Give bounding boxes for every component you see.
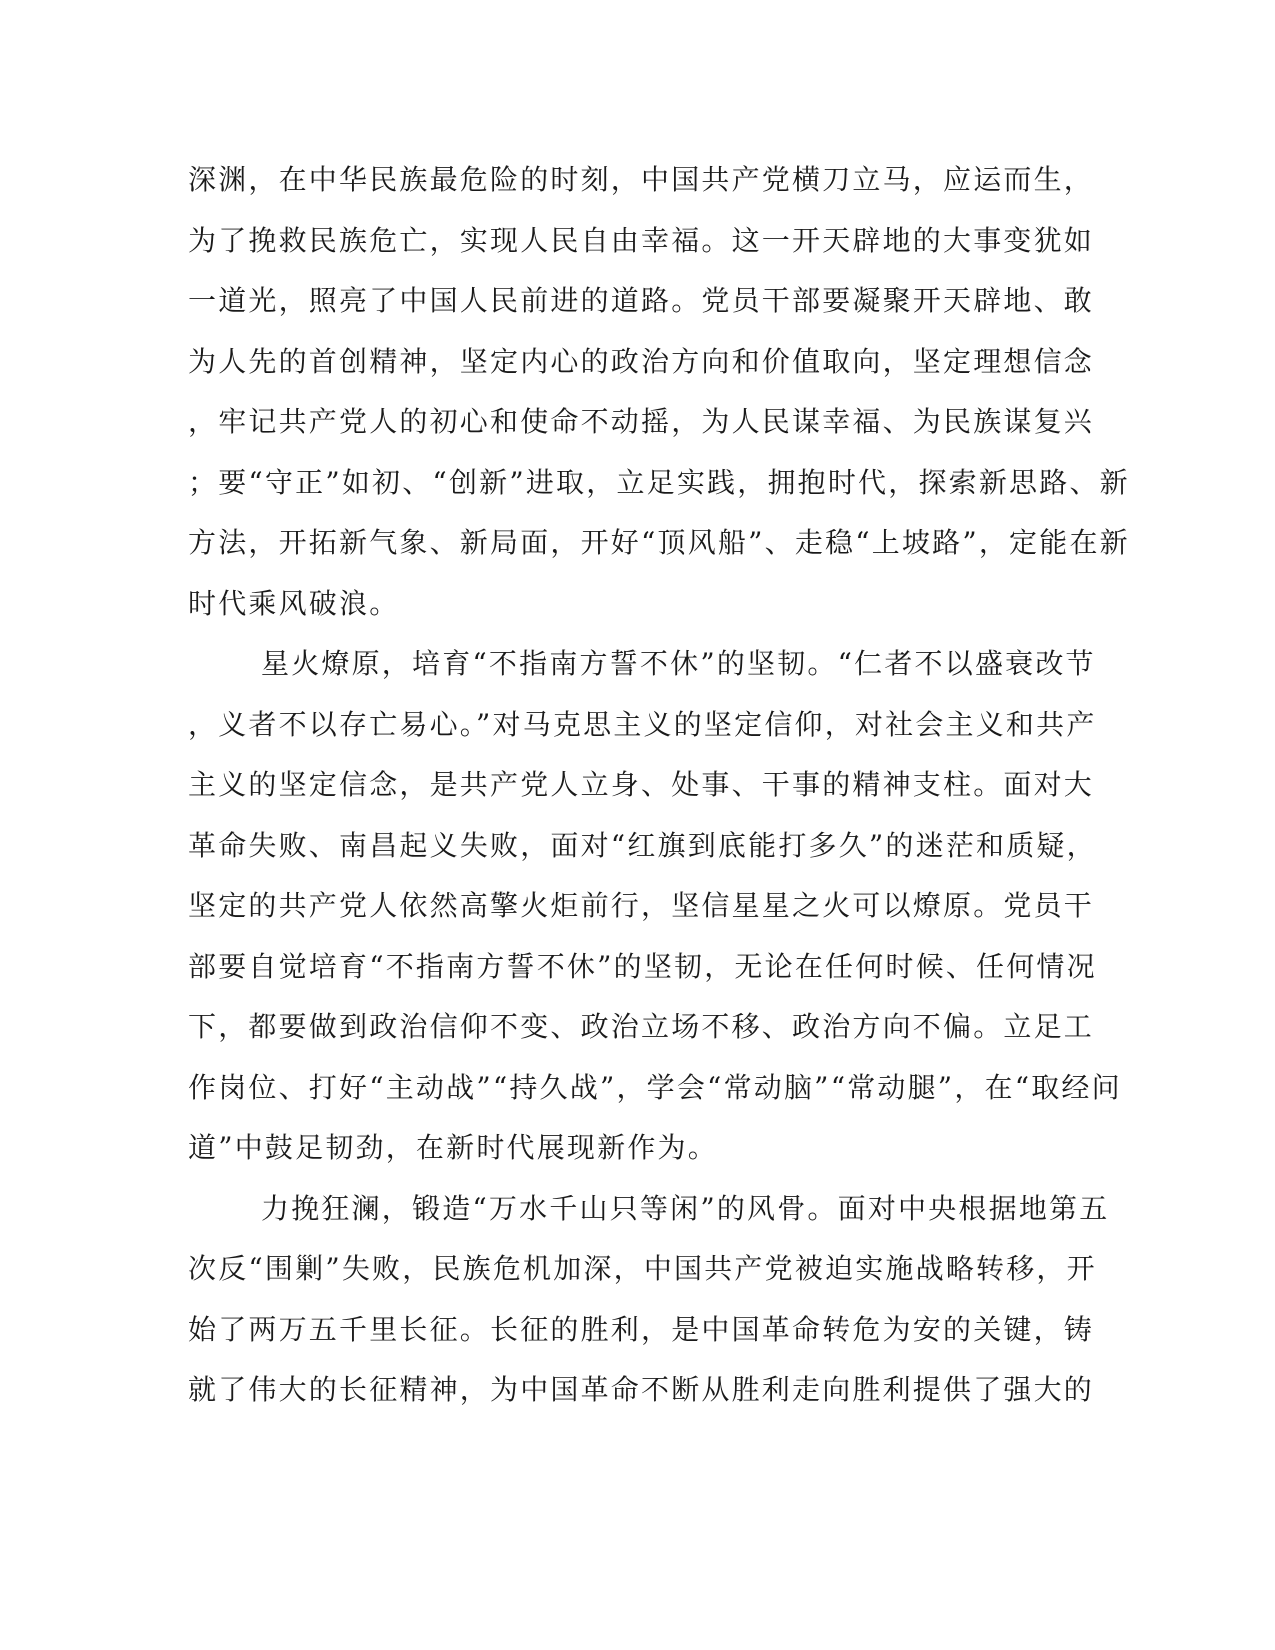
text-line: 下，都要做到政治信仰不变、政治立场不移、政治方向不偏。立足工 bbox=[188, 1010, 1095, 1043]
text-line: 革命失败、南昌起义失败，面对“红旗到底能打多久”的迷茫和质疑， bbox=[188, 828, 1097, 862]
text-line: 方法，开拓新气象、新局面，开好“顶风船”、走稳“上坡路”，定能在新 bbox=[188, 526, 1130, 559]
text-line: 次反“围剿”失败，民族危机加深，中国共产党被迫实施战略转移，开 bbox=[188, 1252, 1097, 1285]
paragraph-first-line: 星火燎原，培育“不指南方誓不休”的坚韧。“仁者不以盛衰改节 bbox=[261, 647, 1096, 680]
text-line: 为人先的首创精神，坚定内心的政治方向和价值取向，坚定理想信念 bbox=[188, 344, 1095, 378]
text-line: ；要“守正”如初、“创新”进取，立足实践，拥抱时代，探索新思路、新 bbox=[188, 465, 1130, 499]
text-line: 作岗位、打好“主动战”“持久战”，学会“常动脑”“常动腿”，在“取经问 bbox=[188, 1070, 1122, 1104]
text-line: 坚定的共产党人依然高擎火炬前行，坚信星星之火可以燎原。党员干 bbox=[188, 889, 1095, 922]
paragraph-first-line: 力挽狂澜，锻造“万水千山只等闲”的风骨。面对中央根据地第五 bbox=[261, 1191, 1110, 1225]
text-line: ，牢记共产党人的初心和使命不动摇，为人民谋幸福、为民族谋复兴 bbox=[188, 405, 1095, 438]
text-line: 深渊，在中华民族最危险的时刻，中国共产党横刀立马，应运而生， bbox=[188, 163, 1095, 196]
text-line: 一道光，照亮了中国人民前进的道路。党员干部要凝聚开天辟地、敢 bbox=[188, 284, 1095, 317]
text-line: 始了两万五千里长征。长征的胜利，是中国革命转危为安的关键，铸 bbox=[188, 1312, 1095, 1346]
text-line: 道”中鼓足韧劲，在新时代展现新作为。 bbox=[188, 1131, 718, 1164]
body-text bbox=[188, 160, 1130, 1431]
text-line: 就了伟大的长征精神，为中国革命不断从胜利走向胜利提供了强大的 bbox=[188, 1373, 1095, 1406]
text-line: 部要自觉培育“不指南方誓不休”的坚韧，无论在任何时候、任何情况 bbox=[188, 949, 1097, 983]
text-line: 时代乘风破浪。 bbox=[188, 586, 400, 620]
text-line: 主义的坚定信念，是共产党人立身、处事、干事的精神支柱。面对大 bbox=[188, 768, 1095, 801]
text-line: 为了挽救民族危亡，实现人民自由幸福。这一开天辟地的大事变犹如 bbox=[188, 223, 1095, 257]
text-line: ，义者不以存亡易心。”对马克思主义的坚定信仰，对社会主义和共产 bbox=[188, 707, 1097, 741]
